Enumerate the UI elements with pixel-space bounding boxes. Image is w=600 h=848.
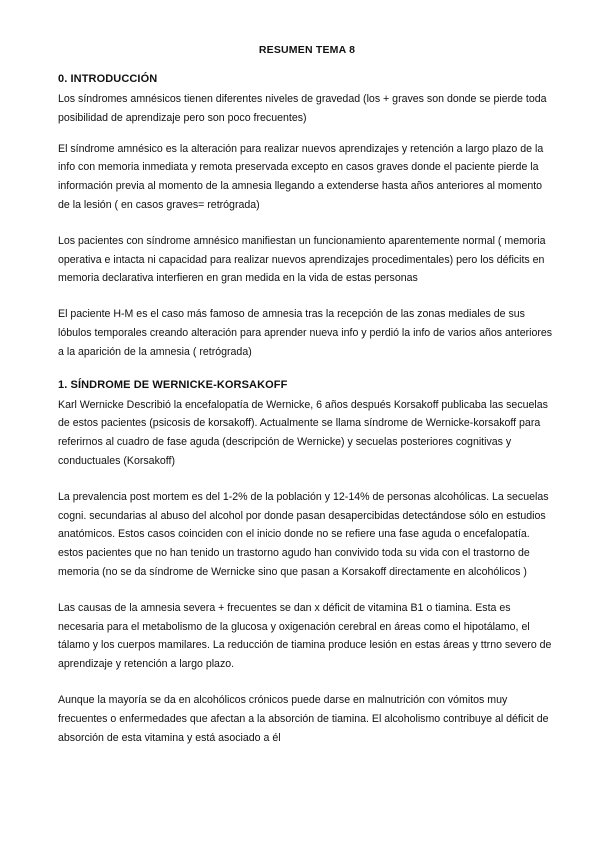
section-wernicke-korsakoff: [58, 379, 556, 748]
paragraph: La prevalencia post mortem es del 1-2% de la población y 12-14% de personas alcohólicas. La secuelas cogni. secundarias al abuso del alcohol por donde pasan desapercibidas detectándose sólo en estudios anatómicos. Estos casos coinciden con el inicio donde no se refiere una fase aguda o encefalopatía. estos pacientes que no han tenido un trastorno agudo han convivido toda su vida con el trastorno de memoria (no se da síndrome de Wernicke sino que pasan a Korsakoff directamente en alcohólicos ): [58, 490, 549, 578]
paragraph: Las causas de la amnesia severa + frecuentes se dan x déficit de vitamina B1 o tiamina. Esta es necesaria para el metabolismo de la glucosa y oxigenación cerebral en áreas como el hipotálamo, el tálamo y los cuerpos mamilares. La reducción de tiamina produce lesión en estas áreas y ttrno severo de aprendizaje y retención a largo plazo.: [58, 601, 552, 671]
paragraph: El síndrome amnésico es la alteración para realizar nuevos aprendizajes y retención a largo plazo de la info con memoria inmediata y remota preservada excepto en casos graves donde el paciente pierde la información previa al momento de la amnesia llegando a extenderse hasta años anteriores al momento de la lesión ( en casos graves= retrógrada): [58, 142, 544, 211]
paragraph: Karl Wernicke Describió la encefalopatía de Wernicke, 6 años después Korsakoff publicaba las secuelas de estos pacientes (psicosis de korsakoff). Actualmente se llama síndrome de Wernicke-korsakoff para referirnos al cuadro de fase aguda (descripción de Wernicke) y secuelas posteriores cognitivas y conductuales (Korsakoff): [58, 398, 548, 467]
section-introduccion: [58, 73, 556, 362]
paragraph: Aunque la mayoría se da en alcohólicos crónicos puede darse en malnutrición con vómitos muy frecuentes o enfermedades que afectan a la absorción de tiamina. El alcoholismo contribuye al déficit de absorción de esta vitamina y está asociado a él: [58, 693, 549, 744]
paragraph: El paciente H-M es el caso más famoso de amnesia tras la recepción de las zonas mediales de sus lóbulos temporales creando alteración para aprender nueva info y perdió la info de varios años anteriores a la aparición de la amnesia ( retrógrada): [58, 308, 553, 358]
document-title: RESUMEN TEMA 8: [258, 44, 356, 56]
section-heading: 0. INTRODUCCIÓN: [58, 73, 158, 85]
section-heading: 1. SÍNDROME DE WERNICKE-KORSAKOFF: [58, 378, 288, 391]
paragraph: Los síndromes amnésicos tienen diferentes niveles de gravedad (los + graves son donde se pierde toda posibilidad de aprendizaje pero son poco frecuentes): [58, 93, 547, 124]
paragraph: Los pacientes con síndrome amnésico manifiestan un funcionamiento aparentemente normal ( memoria operativa e intacta ni capacidad para realizar nuevos aprendizajes procedimentales) pero los déficits en memoria declarativa interfieren en gran medida en la vida de estas personas: [58, 234, 546, 285]
